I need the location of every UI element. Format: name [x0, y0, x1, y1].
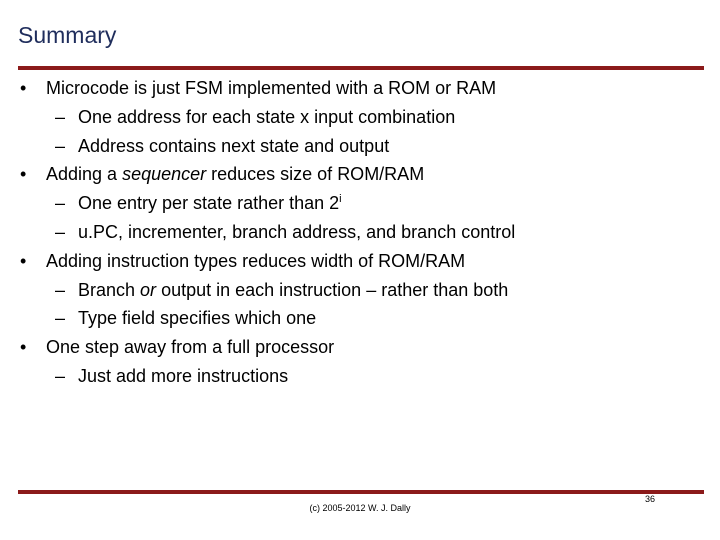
sub-bullet-item [20, 218, 700, 247]
sub-bullet-item [20, 103, 700, 132]
bullet-text: One step away from a full processor [46, 337, 335, 358]
bullet-text: i [339, 193, 342, 206]
bullet-text: Adding a [46, 164, 123, 185]
bullet-text: One entry per state rather than 2 [78, 193, 340, 214]
dash-marker: – [55, 193, 66, 214]
slide-title: Summary [18, 22, 117, 48]
dash-marker: – [55, 135, 66, 156]
bullet-text: or [140, 279, 157, 300]
sub-bullet-item [20, 276, 700, 305]
dash-marker: – [55, 279, 66, 300]
bullet-text: Branch [78, 279, 141, 300]
bullet-text: Adding instruction types reduces width of ROM/RAM [46, 250, 466, 271]
footer-divider [18, 490, 704, 494]
sub-bullet-item [20, 362, 700, 391]
bullet-text: One address for each state x input combination [78, 106, 456, 127]
page-number: 36 [645, 494, 656, 504]
bullet-item [20, 333, 700, 362]
sub-bullet-item [20, 189, 700, 218]
bullet-marker: • [20, 250, 27, 271]
bullet-marker: • [20, 164, 27, 185]
dash-marker: – [55, 365, 66, 386]
bullet-text: output in each instruction – rather than both [156, 279, 509, 300]
bullet-text: reduces size of ROM/RAM [206, 164, 425, 185]
bullet-item [20, 160, 700, 189]
title-divider [18, 66, 704, 70]
dash-marker: – [55, 221, 66, 242]
bullet-item [20, 74, 700, 103]
sub-bullet-item [20, 304, 700, 333]
bullet-text: Address contains next state and output [78, 135, 390, 156]
bullet-marker: • [20, 78, 27, 98]
bullet-text: u.PC, incrementer, branch address, and branch control [78, 221, 516, 242]
footer-copyright: (c) 2005-2012 W. J. Dally [309, 503, 411, 513]
dash-marker: – [55, 106, 66, 127]
bullet-text: Just add more instructions [78, 365, 289, 386]
bullet-text: Microcode is just FSM implemented with a ROM or RAM [46, 78, 497, 98]
bullet-list [20, 74, 700, 391]
bullet-marker: • [20, 337, 27, 358]
dash-marker: – [55, 308, 66, 329]
bullet-text: Type field specifies which one [78, 308, 317, 329]
bullet-text: sequencer [122, 164, 207, 185]
bullet-item [20, 247, 700, 276]
sub-bullet-item [20, 132, 700, 161]
